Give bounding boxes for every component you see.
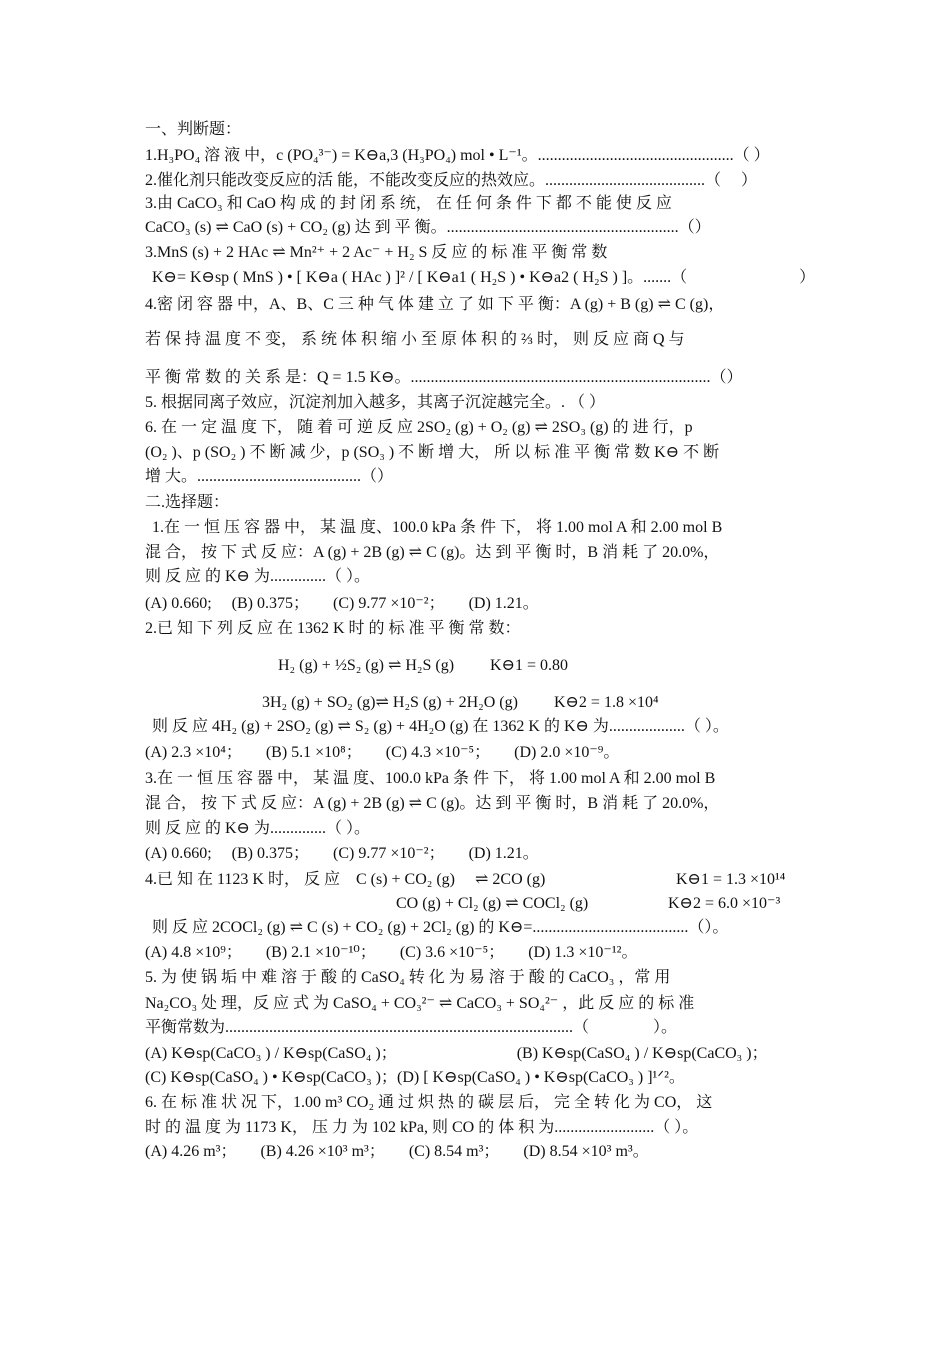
question-line: 混 合， 按 下 式 反 应：A (g) + 2B (g) ⇌ C (g)。达 到 平 衡 时，B 消 耗 了 20.0%， [145, 544, 720, 561]
question-line: 则 反 应 的 K⊖ 为..............（ ）。 [145, 568, 370, 585]
question-line: 5. 根据同离子效应，沉淀剂加入越多，其离子沉淀越完全。. （ ） [145, 394, 606, 411]
equation-line: H₂ (g) + ½S₂ (g) ⇌ H₂S (g) K⊖1 = 0.80 [278, 657, 569, 674]
answer-options: (A) 4.26 m³； (B) 4.26 ×10³ m³； (C) 8.54 m³； (D) 8.54 ×10³ m³。 [145, 1143, 649, 1160]
question-line: 3.MnS (s) + 2 HAc ⇌ Mn²⁺ + 2 Ac⁻ + H₂ S 反 应 的 标 准 平 衡 常 数 [145, 244, 608, 261]
question-line: CaCO₃ (s) ⇌ CaO (s) + CO₂ (g) 达 到 平 衡。..........................................................（） [145, 219, 711, 236]
answer-options: (C) K⊖sp(CaSO₄ ) • K⊖sp(CaCO₃ )；(D) [ K⊖sp(CaSO₄ ) • K⊖sp(CaCO₃ ) ]¹ᐟ²。 [145, 1069, 685, 1086]
question-line: 时 的 温 度 为 1173 K， 压 力 为 102 kPa, 则 CO 的 体 积 为.........................（ ）。 [145, 1119, 699, 1136]
answer-options: (A) 0.660; (B) 0.375； (C) 9.77 ×10⁻²； (D) 1.21。 [145, 595, 539, 612]
question-line: 平 衡 常 数 的 关 系 是：Q = 1.5 K⊖。...........................................................................（） [145, 369, 743, 386]
section-heading-choice: 二.选择题： [145, 494, 230, 511]
question-line: 2.催化剂只能改变反应的活 能，不能改变反应的热效应。........................................（ ） [145, 172, 758, 189]
question-line: Na₂CO₃ 处 理，反 应 式 为 CaSO₄ + CO₃²⁻ ⇌ CaCO₃ + SO₄²⁻ ，此 反 应 的 标 准 [145, 995, 695, 1012]
question-line: 混 合， 按 下 式 反 应：A (g) + 2B (g) ⇌ C (g)。达 到 平 衡 时，B 消 耗 了 20.0%， [145, 795, 720, 812]
question-line: 1.在 一 恒 压 容 器 中， 某 温 度、100.0 kPa 条 件 下， 将 1.00 mol A 和 2.00 mol B [152, 519, 723, 536]
question-line: 若 保 持 温 度 不 变， 系 统 体 积 缩 小 至 原 体 积 的 ⅔ 时， 则 反 应 商 Q 与 [145, 331, 685, 348]
equilibrium-constant: K⊖2 = 6.0 ×10⁻³ [668, 895, 781, 912]
question-line: 4.已 知 在 1123 K 时， 反 应 C (s) + CO₂ (g) ⇌ 2CO (g) [145, 871, 546, 888]
answer-options: (A) 0.660; (B) 0.375； (C) 9.77 ×10⁻²； (D) 1.21。 [145, 845, 539, 862]
question-line: 2.已 知 下 列 反 应 在 1362 K 时 的 标 准 平 衡 常 数： [145, 620, 521, 637]
equation-line: 3H₂ (g) + SO₂ (g)⇌ H₂S (g) + 2H₂O (g) K⊖2 = 1.8 ×10⁴ [262, 694, 659, 711]
answer-options: (A) 2.3 ×10⁴； (B) 5.1 ×10⁸； (C) 4.3 ×10⁻⁵； (D) 2.0 ×10⁻⁹。 [145, 744, 620, 761]
question-line: 则 反 应 2COCl₂ (g) ⇌ C (s) + CO₂ (g) + 2Cl₂ (g) 的 K⊖=.......................................（）。 [152, 919, 729, 936]
answer-options: (A) K⊖sp(CaCO₃ ) / K⊖sp(CaSO₄ )； (B) K⊖sp(CaSO₄ ) / K⊖sp(CaCO₃ )； [145, 1045, 768, 1062]
question-line: 6. 在 标 准 状 况 下，1.00 m³ CO₂ 通 过 炽 热 的 碳 层 后， 完 全 转 化 为 CO， 这 [145, 1094, 713, 1111]
equilibrium-constant: K⊖1 = 1.3 ×10¹⁴ [676, 871, 786, 888]
question-line: K⊖= K⊖sp ( MnS ) • [ K⊖a ( HAc ) ]² / [ K⊖a1 ( H₂S ) • K⊖a2 ( H₂S ) ]。.......（ ） [152, 269, 816, 286]
equation-line: CO (g) + Cl₂ (g) ⇌ COCl₂ (g) [396, 895, 589, 912]
answer-options: (A) 4.8 ×10⁹； (B) 2.1 ×10⁻¹⁰； (C) 3.6 ×10⁻⁵； (D) 1.3 ×10⁻¹²。 [145, 944, 638, 961]
question-line: 3.由 CaCO₃ 和 CaO 构 成 的 封 闭 系 统， 在 任 何 条 件 下 都 不 能 使 反 应 [145, 195, 672, 212]
question-line: 则 反 应 4H₂ (g) + 2SO₂ (g) ⇌ S₂ (g) + 4H₂O (g) 在 1362 K 的 K⊖ 为...................（ ）。 [152, 718, 729, 735]
section-heading-judgement: 一、判断题： [145, 121, 242, 138]
question-line: 则 反 应 的 K⊖ 为..............（ ）。 [145, 820, 370, 837]
question-line: 4.密 闭 容 器 中，A、B、C 三 种 气 体 建 立 了 如 下 平 衡：A (g) + B (g) ⇌ C (g)， [145, 296, 725, 313]
question-line: 3.在 一 恒 压 容 器 中， 某 温 度、100.0 kPa 条 件 下， 将 1.00 mol A 和 2.00 mol B [145, 770, 716, 787]
question-line: 5. 为 使 锅 垢 中 难 溶 于 酸 的 CaSO₄ 转 化 为 易 溶 于 酸 的 CaCO₃ ，常 用 [145, 969, 671, 986]
question-line: 增 大。.........................................（） [145, 468, 394, 485]
question-line: 平衡常数为.......................................................................................（ ）。 [145, 1019, 678, 1036]
question-line: 1.H₃PO₄ 溶 液 中，c (PO₄³⁻) = K⊖a,3 (H₃PO₄) mol • L⁻¹。.................................................（ ） [145, 147, 770, 164]
question-line: 6. 在 一 定 温 度 下， 随 着 可 逆 反 应 2SO₂ (g) + O₂ (g) ⇌ 2SO₃ (g) 的 进 行，p [145, 419, 693, 436]
question-line: (O₂ )、p (SO₂ ) 不 断 减 少，p (SO₃ ) 不 断 增 大， 所 以 标 准 平 衡 常 数 K⊖ 不 断 [145, 444, 720, 461]
